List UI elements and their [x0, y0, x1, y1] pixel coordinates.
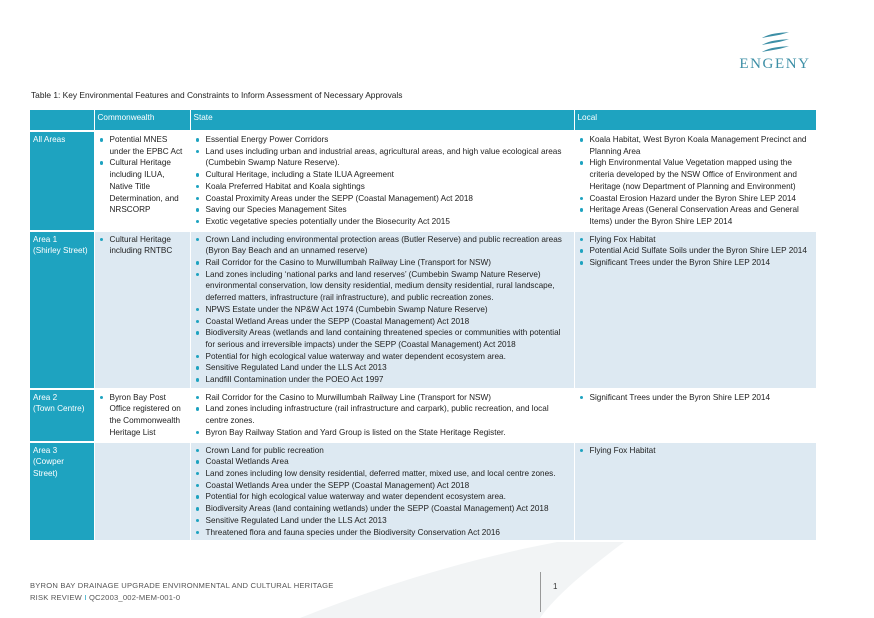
- local-cell: [574, 389, 816, 442]
- list-item: Coastal Wetland Areas under the SEPP (Coastal Management) Act 2018: [206, 316, 571, 328]
- local-list: [578, 234, 814, 269]
- document-footer: [30, 580, 334, 604]
- list-item: Biodiversity Areas (wetlands and land containing threatened species or communities with potential for serious and irreversible impacts) under the SEPP (Coastal Management) Act 2018: [206, 327, 571, 350]
- list-item: Potential for high ecological value waterway and water dependent ecosystem area.: [206, 351, 571, 363]
- table-row: [30, 131, 816, 231]
- state-list: [194, 445, 571, 539]
- list-item: Potential Acid Sulfate Soils under the Byron Shire LEP 2014: [590, 245, 814, 257]
- local-cell: [574, 131, 816, 231]
- area-name: Area 1: [33, 234, 58, 244]
- list-item: Rail Corridor for the Casino to Murwillumbah Railway Line (Transport for NSW): [206, 392, 571, 404]
- area-location: (Cowper Street): [33, 457, 64, 478]
- commonwealth-list: [98, 134, 187, 216]
- header-area: [30, 110, 94, 131]
- list-item: Byron Bay Post Office registered on the Commonwealth Heritage List: [110, 392, 187, 439]
- list-item: Essential Energy Power Corridors: [206, 134, 571, 146]
- list-item: Cultural Heritage, including a State ILUA Agreement: [206, 169, 571, 181]
- list-item: Sensitive Regulated Land under the LLS Act 2013: [206, 362, 571, 374]
- logo-mark-icon: [758, 30, 792, 54]
- footer-reference: [30, 592, 334, 604]
- list-item: Coastal Erosion Hazard under the Byron Shire LEP 2014: [590, 193, 814, 205]
- table-row: [30, 389, 816, 442]
- table-header-row: [30, 110, 816, 131]
- list-item: Cultural Heritage including ILUA, Native Title Determination, and NRSCORP: [110, 157, 187, 216]
- list-item: Potential MNES under the EPBC Act: [110, 134, 187, 157]
- list-item: Heritage Areas (General Conservation Areas and General Items) under the Byron Shire LEP 2014: [590, 204, 814, 227]
- commonwealth-cell: [94, 389, 190, 442]
- list-item: Cultural Heritage including RNTBC: [110, 234, 187, 257]
- list-item: Rail Corridor for the Casino to Murwillumbah Railway Line (Transport for NSW): [206, 257, 571, 269]
- state-list: [194, 392, 571, 439]
- list-item: Threatened flora and fauna species under the Biodiversity Conservation Act 2016: [206, 527, 571, 539]
- list-item: Land zones including infrastructure (rail infrastructure and carpark), public recreation, and local centre zones.: [206, 403, 571, 426]
- state-cell: [190, 389, 574, 442]
- local-cell: [574, 442, 816, 542]
- list-item: Land zones including low density residential, deferred matter, mixed use, and local centre zones.: [206, 468, 571, 480]
- environmental-constraints-table: [30, 110, 816, 542]
- table-row: [30, 231, 816, 389]
- commonwealth-cell: [94, 442, 190, 542]
- footer-report-type: RISK REVIEW: [30, 593, 82, 602]
- local-cell: [574, 231, 816, 389]
- list-item: Landfill Contamination under the POEO Act 1997: [206, 374, 571, 386]
- header-state: State: [190, 110, 574, 131]
- commonwealth-cell: [94, 131, 190, 231]
- footer-divider: [540, 572, 541, 612]
- list-item: Flying Fox Habitat: [590, 445, 814, 457]
- list-item: Crown Land including environmental protection areas (Butler Reserve) and public recreation areas (Byron Bay Beach and an unnamed reserve): [206, 234, 571, 257]
- list-item: Land uses including urban and industrial areas, agricultural areas, and high value ecological areas (Cumbebin Swamp Nature Reserve).: [206, 146, 571, 169]
- area-name: Area 2: [33, 392, 58, 402]
- commonwealth-list: [98, 234, 187, 257]
- list-item: Flying Fox Habitat: [590, 234, 814, 246]
- area-cell: [30, 131, 94, 231]
- area-cell: [30, 389, 94, 442]
- local-list: [578, 134, 814, 228]
- engeny-logo: [735, 30, 815, 73]
- list-item: Crown Land for public recreation: [206, 445, 571, 457]
- state-list: [194, 134, 571, 228]
- area-location: [33, 146, 91, 158]
- list-item: Coastal Wetlands Area under the SEPP (Coastal Management) Act 2018: [206, 480, 571, 492]
- list-item: Coastal Wetlands Area: [206, 456, 571, 468]
- local-list: [578, 445, 814, 457]
- commonwealth-cell: [94, 231, 190, 389]
- footer-title: BYRON BAY DRAINAGE UPGRADE ENVIRONMENTAL AND CULTURAL HERITAGE: [30, 581, 334, 590]
- list-item: Potential for high ecological value waterway and water dependent ecosystem area.: [206, 491, 571, 503]
- list-item: Saving our Species Management Sites: [206, 204, 571, 216]
- list-item: High Environmental Value Vegetation mapped using the criteria developed by the NSW Office of Environment and Heritage (now Department of Planning and Environment): [590, 157, 814, 192]
- list-item: NPWS Estate under the NP&W Act 1974 (Cumbebin Swamp Nature Reserve): [206, 304, 571, 316]
- state-cell: [190, 131, 574, 231]
- table-caption: Table 1: Key Environmental Features and Constraints to Inform Assessment of Necessary Approvals: [31, 90, 403, 100]
- footer-document-code: QC2003_002-MEM-001-0: [88, 593, 181, 602]
- area-cell: [30, 442, 94, 542]
- list-item: Significant Trees under the Byron Shire LEP 2014: [590, 392, 814, 404]
- area-cell: [30, 231, 94, 389]
- logo-wordmark: ENGENY: [739, 56, 811, 72]
- state-cell: [190, 231, 574, 389]
- header-local: Local: [574, 110, 816, 131]
- list-item: Koala Habitat, West Byron Koala Management Precinct and Planning Area: [590, 134, 814, 157]
- list-item: Coastal Proximity Areas under the SEPP (Coastal Management) Act 2018: [206, 193, 571, 205]
- page-number: 1: [553, 582, 558, 591]
- list-item: Land zones including ‘national parks and land reserves’ (Cumbebin Swamp Nature Reserve) environmental conservation, low density residential, medium density residential, rural landscape, deferred matters, infrastructure (rail infrastructure), and public recreation zones.: [206, 269, 571, 304]
- area-location: (Town Centre): [33, 404, 85, 414]
- list-item: Byron Bay Railway Station and Yard Group is listed on the State Heritage Register.: [206, 427, 571, 439]
- list-item: Significant Trees under the Byron Shire LEP 2014: [590, 257, 814, 269]
- state-list: [194, 234, 571, 386]
- area-name: Area 3: [33, 445, 58, 455]
- list-item: Exotic vegetative species potentially under the Biosecurity Act 2015: [206, 216, 571, 228]
- list-item: Biodiversity Areas (land containing wetlands) under the SEPP (Coastal Management) Act 2018: [206, 503, 571, 515]
- area-name: All Areas: [33, 135, 66, 144]
- state-cell: [190, 442, 574, 542]
- list-item: Koala Preferred Habitat and Koala sightings: [206, 181, 571, 193]
- header-commonwealth: Commonwealth: [94, 110, 190, 131]
- commonwealth-list: [98, 392, 187, 439]
- footer-separator: I: [84, 593, 87, 602]
- list-item: Sensitive Regulated Land under the LLS Act 2013: [206, 515, 571, 527]
- area-location: (Shirley Street): [33, 246, 88, 256]
- table-row: [30, 442, 816, 542]
- local-list: [578, 392, 814, 404]
